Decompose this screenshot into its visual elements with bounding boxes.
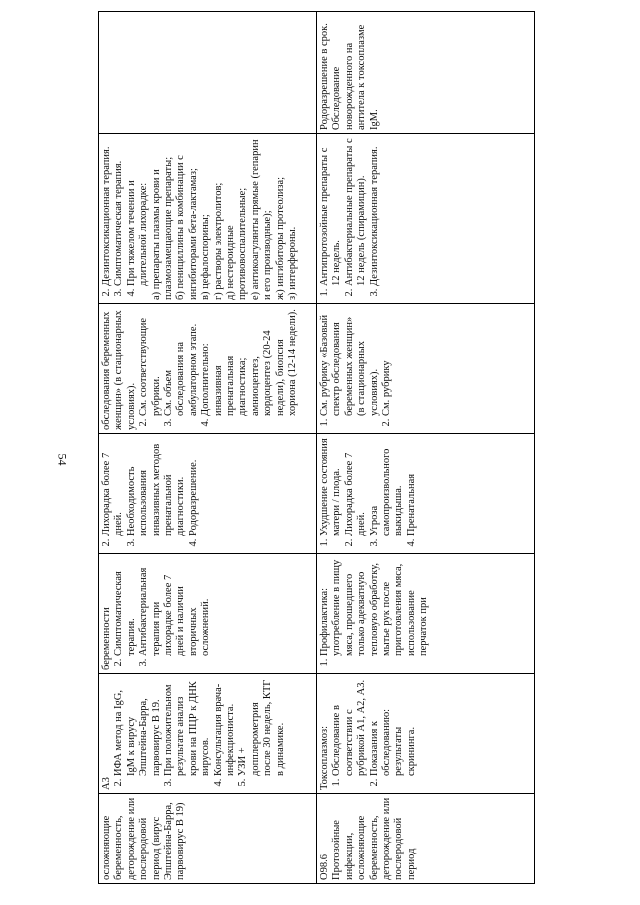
list-item: 2. ИФА метод на IgG, IgM к вирусу Эпштейна-Барра, парвовирус В 19. bbox=[113, 677, 163, 776]
diagnostics-cell bbox=[99, 674, 317, 794]
table-row bbox=[317, 12, 535, 884]
list-item: 2. Показания к обследованию: результаты скрининга. bbox=[369, 677, 419, 776]
page-number: 54 bbox=[55, 453, 70, 466]
list-item: 1. См. рубрику «Базовый спектр обследования беременных женщин» (в стационарных условиях). bbox=[319, 307, 381, 416]
list-item: 3. См. объем обследования на амбулаторном этапе. bbox=[163, 307, 200, 416]
inpatient-treatment-cell bbox=[99, 134, 317, 304]
outcome-cell bbox=[99, 12, 317, 134]
clinical-protocol-table bbox=[98, 11, 535, 884]
list-item: 5. УЗИ + допплерометрия после 30 недель, КТГ в динамике. bbox=[237, 677, 287, 776]
diagnostics-prefix: Токсоплазмоз: bbox=[319, 725, 330, 790]
treatment-prefix: беременности bbox=[101, 607, 112, 670]
inpatient-diagnostics-prefix: обследования беременных женщин» (в стационарных условиях). bbox=[101, 310, 137, 430]
list-item: 2. Антибактериальные препараты с 12 недель (спирамицин). bbox=[344, 137, 369, 286]
sub-item: з) интерфероны. bbox=[287, 226, 299, 300]
diagnosis-text: Протозойные инфекции, осложняющие беременность, деторождение или послеродовой период bbox=[331, 797, 417, 880]
list-item: 4. Дополнительно: инвазивная пренатальная диагностика; амниоцентез, кордоцентез (20-24 недели), биопсия хориона (12-14 недели). bbox=[200, 307, 299, 416]
list-item: 3. Угроза самопроизвольного выкидыша. bbox=[369, 437, 406, 536]
sub-item: д) нестероидные противовоспалительные; bbox=[225, 187, 249, 300]
list-item: 1. Профилактика: употребление в пищу мяса, прошедшего только адекватную тепловую обработку, мытье рук после приготовления мяса, использование перчаток при bbox=[319, 557, 431, 656]
diagnosis-cell bbox=[317, 794, 535, 884]
diagnosis-cell bbox=[99, 794, 317, 884]
sub-item: в) цефалоспорины; bbox=[200, 214, 212, 300]
outcome-text: Родоразрешение в срок. Обследование новорожденного на антитела к токсоплазме IgM. bbox=[319, 23, 380, 130]
sub-item: е) антикоагулянты прямые (гепарин и его производные); bbox=[249, 139, 274, 300]
list-item: 2. Дезинтоксикационная терапия. bbox=[101, 137, 113, 286]
list-item: 1. Ухудшение состояния матери / плода. bbox=[319, 437, 344, 536]
table-row bbox=[99, 12, 317, 884]
list-item: 4. При тяжелом течении и длительной лихорадке: bbox=[126, 137, 151, 286]
inpatient-treatment-cell bbox=[317, 134, 535, 304]
treatment-cell bbox=[99, 554, 317, 674]
list-item: 2. Лихорадка более 7 дней. bbox=[101, 437, 126, 536]
diagnosis-text: осложняющие беременность, деторождение или послеродовой период (вирус Эпштейна-Барра, парвовирус В 19) bbox=[101, 797, 187, 880]
list-item: 1. Обследование в соответствии с рубрикой А1, А2, А3. bbox=[331, 677, 368, 776]
sub-item: б) пенициллины в комбинации с ингибиторами бета-лактамаз; bbox=[175, 155, 199, 300]
list-item: 4. Консультация врача-инфекциониста. bbox=[213, 677, 238, 776]
sub-item: ж) ингибиторы протеолиза; bbox=[274, 176, 286, 300]
list-item: 3. Необходимость использования инвазивных методов пренатальной диагностики. bbox=[126, 437, 188, 536]
sub-item: а) препараты плазмы крови и плазмозамещающие препараты; bbox=[150, 156, 175, 300]
hospitalization-cell bbox=[99, 434, 317, 554]
diagnosis-code: О98.6 bbox=[319, 854, 330, 880]
inpatient-diagnostics-cell bbox=[99, 304, 317, 434]
inpatient-diagnostics-cell bbox=[317, 304, 535, 434]
diagnostics-prefix: А3 bbox=[101, 777, 112, 790]
list-item: 2. Симптоматическая терапия. bbox=[113, 557, 138, 656]
list-item: 2. См. рубрику bbox=[381, 307, 393, 416]
hospitalization-cell bbox=[317, 434, 535, 554]
outcome-cell bbox=[317, 12, 535, 134]
list-item: 1. Антипротозойные препараты с 12 недель. bbox=[319, 137, 344, 286]
list-item: 2. См. соответствующие рубрики. bbox=[138, 307, 163, 416]
diagnostics-cell bbox=[317, 674, 535, 794]
list-item: 2. Лихорадка более 7 дней. bbox=[344, 437, 369, 536]
list-item: 3. Антибактериальная терапия при лихорадке более 7 дней и наличии вторичных осложнений. bbox=[138, 557, 212, 656]
treatment-cell bbox=[317, 554, 535, 674]
list-item: 3. При положительном результате анализ крови на ПЦР к ДНК вирусов. bbox=[163, 677, 213, 776]
list-item: 4. Родоразрешение. bbox=[188, 437, 200, 536]
list-item: 3. Дезинтоксикационная терапия. bbox=[369, 137, 381, 286]
sub-item: г) растворы электролитов; bbox=[212, 182, 224, 300]
list-item: 4. Пренатальная bbox=[406, 437, 418, 536]
list-item: 3. Симптоматическая терапия. bbox=[113, 137, 125, 286]
rotated-table-wrapper bbox=[98, 12, 534, 884]
